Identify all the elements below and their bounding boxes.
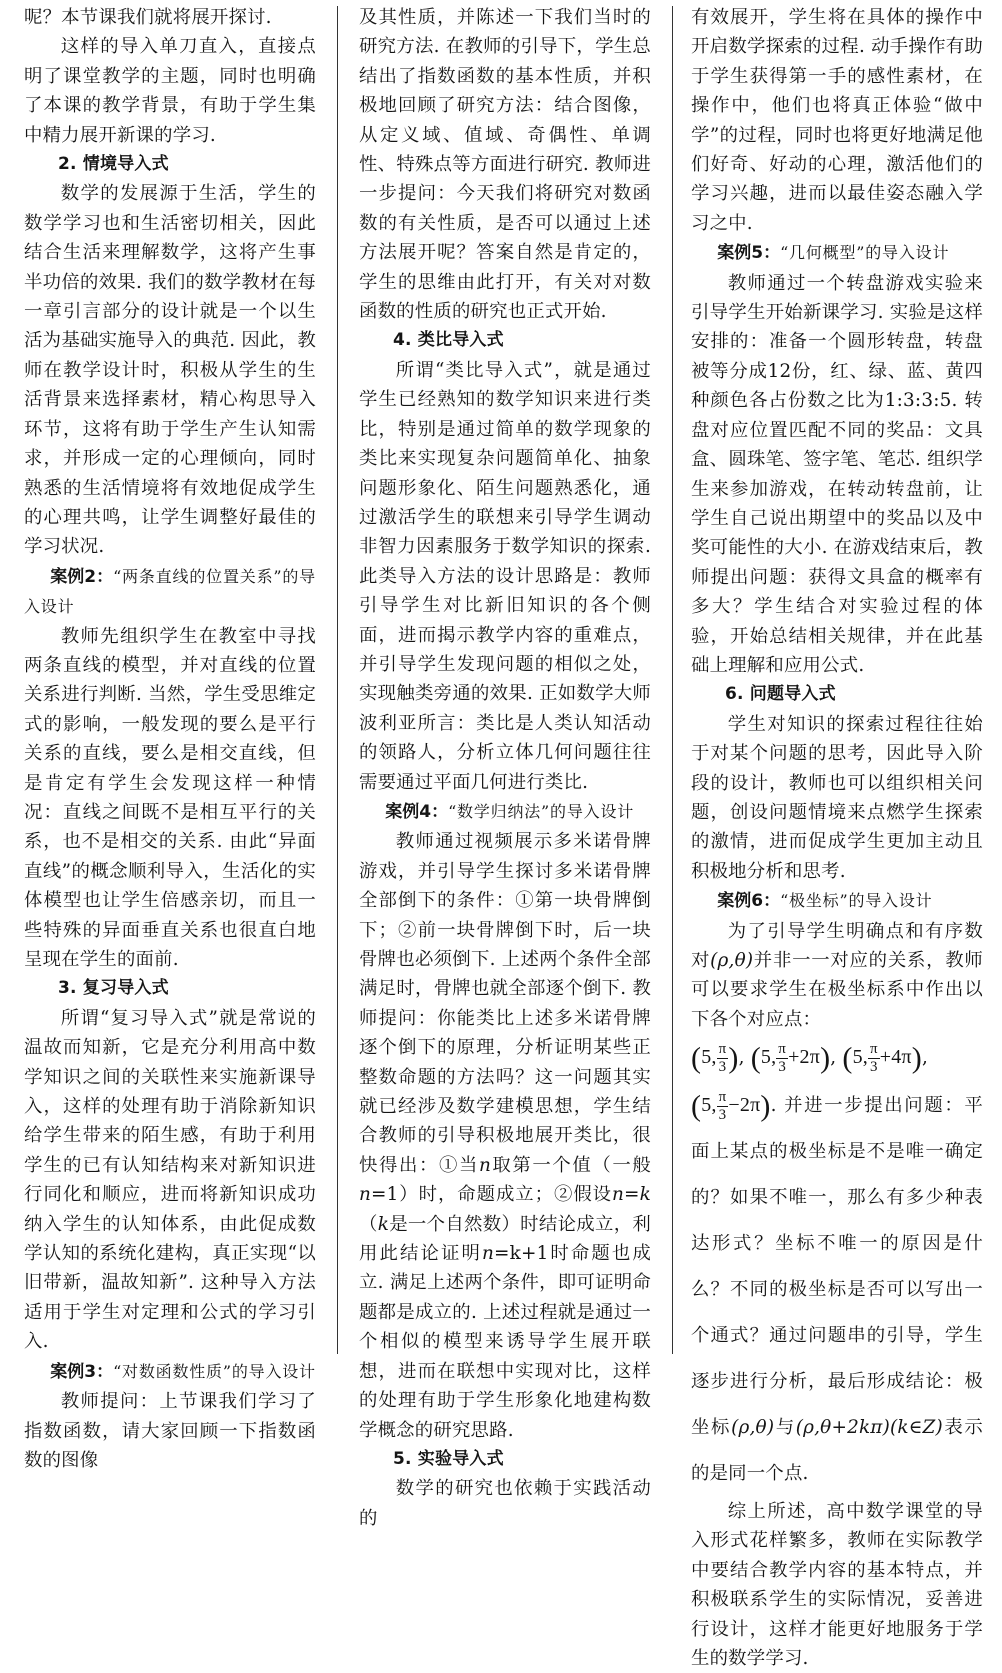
case-heading [359,797,651,827]
text-run: 与 [774,1417,796,1439]
math-variable: k [377,1213,390,1235]
paragraph: 教师提问：上节课我们学习了指数函数，请大家回顾一下指数函数的图像 [24,1391,316,1471]
case-label: 案例2： [50,566,114,587]
math-expression: = [624,1184,640,1206]
point-radius: 5, [701,1093,717,1116]
case-label: 案例6： [717,891,781,912]
text-run: 是一个自然数）时结论成立，利用此结论证明 [359,1213,651,1265]
paragraph: 数学的研究也依赖于实践活动的 [359,1478,651,1529]
section-heading: 5. 实验导入式 [393,1448,504,1469]
text-run: ）时，命题成立；②假设 [398,1184,612,1206]
section-heading: 3. 复习导入式 [58,978,169,999]
point-angle-offset: −2π [728,1093,761,1116]
polar-point: (5, $\frac{\pi}{3}$ +2π) [750,1041,831,1076]
text-run: 取第一个值（一般 [491,1154,651,1176]
fraction-denominator: 3 [778,1059,787,1076]
text-column-left [24,3,316,1471]
text-run: （ [359,1213,378,1235]
section-heading: 6. 问题导入式 [725,684,836,705]
text-run: 时命题也成立. 满足上述两个条件，即可证明命题都是成立的. 上述过程就是通过一个相似的模型来诱导学生展开联想，进而在联想中实现对比，这样的处理有助于学生形象化地建构数学概念的研究思路. [359,1243,651,1441]
paragraph [359,827,651,1445]
math-expression: (ρ,θ) [731,1417,775,1439]
text-run: 为了引导学生明确点和有序数对 [691,920,983,971]
text-column-middle [359,3,651,1529]
case-label: 案例4： [385,801,449,822]
paragraph: 所谓“复习导入式”就是常说的温故而知新，它是充分利用高中数学知识之间的关联性来实施新课导入，这样的处理有助于消除新知识给学生带来的陌生感，有助于利用学生的已有认知结构来对新知识进行同化和顺应，进而将新知识成功纳入学生的认知体系，由此促成数学认知的系统化建构，真正实现“以旧带新，温故知新”. 这种导入方法适用于学生对定理和公式的学习引入. [24,1007,316,1353]
math-expression: =1 [371,1184,399,1206]
case-heading [691,238,983,268]
fraction-numerator: π [718,1041,727,1058]
math-expression: (ρ,θ+2kπ) [795,1417,890,1439]
text-column-right [691,3,984,1670]
column-divider [672,6,673,1354]
paragraph: 所谓“类比导入式”，就是通过学生已经熟知的数学知识来进行类比，特别是通过简单的数学现象的类比来实现复杂问题简单化、抽象问题形象化、陌生问题熟悉化，通过激活学生的联想来引导学生调动非智力因素服务于数学知识的探索. 此类导入方法的设计思路是：教师引导学生对比新旧知识的各个侧面，进而揭示教学内容的重难点，并引导学生发现问题的相似之处，实现触类旁通的效果. 正如数学大师波利亚所言：类比是人类认知活动的领路人，分析立体几何问题往往需要通过平面几何进行类比. [359,359,651,793]
math-variable: n [611,1184,625,1206]
paragraph [691,1082,983,1497]
paragraph: 综上所述，高中数学课堂的导入形式花样繁多，教师在实际教学中要结合教学内容的基本特点，并积极联系学生的实际情况，妥善进行设计，这样才能更好地服务于学生的数学学习. [691,1501,983,1670]
case-title: “几何概型”的导入设计 [780,243,950,263]
math-expression: (ρ,θ) [710,950,754,971]
math-variable: n [359,1184,372,1206]
paragraph: 学生对知识的探索过程往往始于对某个问题的思考，因此导入阶段的设计，教师也可以组织相关问题，创设问题情境来点燃学生探索的激情，进而促成学生更加主动且积极地分析和思考. [691,713,983,882]
text-run: 并非一一对应的关系，教师可以要求学生在极坐标系中作出以下各个对应点： [691,950,984,1030]
polar-point: (5, $\frac{\pi}{3}$ ) [691,1041,739,1076]
fraction-numerator: π [778,1041,787,1058]
fraction [868,1041,880,1076]
fraction-numerator: π [718,1088,727,1105]
math-variable: n [481,1243,495,1265]
fraction-numerator: π [869,1041,878,1058]
paragraph: 及其性质，并陈述一下我们当时的研究方法. 在教师的引导下，学生总结出了指数函数的基本性质，并积极地回顾了研究方法：结合图像，从定义域、值域、奇偶性、单调性、特殊点等方面进行研究. 教师进一步提问：今天我们将研究对数函数的有关性质，是否可以通过上述方法展开呢？答案自然是肯定的，学生的思维由此打开，有关对对数函数的性质的研究也正式开始. [359,7,651,323]
paragraph: 这样的导入单刀直入，直接点明了课堂教学的主题，同时也明确了本课的教学背景，有助于学生集中精力展开新课的学习. [24,36,316,146]
case-title: “数学归纳法”的导入设计 [448,801,635,821]
math-expression: (k∈Z) [889,1417,943,1439]
fraction [717,1089,729,1124]
text-run: . 并进一步提出问题：平面上某点的极坐标是不是唯一确定的？如果不唯一，那么有多少种表达形式？坐标不唯一的原因是什么？不同的极坐标是否可以写出一个通式？通过问题串的引导，学生逐步进行分析，最后形成结论：极坐标 [691,1094,983,1439]
polar-point: (5, $\frac{\pi}{3}$ −2π) [691,1088,771,1123]
case-title: “极坐标”的导入设计 [780,891,933,911]
math-variable: k [639,1184,651,1206]
case-label: 案例5： [717,243,781,264]
fraction-denominator: 3 [718,1059,727,1076]
polar-points-line: (5, $\frac{\pi}{3}$ ), (5, $\frac{\pi}{3}$ +2π), (5, $\frac{\pi}{3}$ +4π), [691,1041,928,1076]
point-radius: 5, [852,1046,868,1069]
paragraph [691,917,983,1035]
text-run: 教师通过视频展示多米诺骨牌游戏，并引导学生探讨多米诺骨牌全部倒下的条件：①第一块骨牌倒下；②前一块骨牌倒下时，后一块骨牌也必须倒下. 上述两个条件全部满足时，骨牌也就全部逐个倒下. 教师提问：你能类比上述多米诺骨牌逐个倒下的原理，分析证明某些正整数命题的方法吗？这一问题其实就已经涉及数学建模思想，学生结合教师的引导积极地展开类比，很快得出：①当 [359,831,651,1176]
fraction [717,1041,729,1076]
paragraph: 教师先组织学生在教室中寻找两条直线的模型，并对直线的位置关系进行判断. 当然，学生受思维定式的影响，一般发现的要么是平行关系的直线，要么是相交直线，但是肯定有学生会发现这样一种情况：直线之间既不是相互平行的关系，也不是相交的关系. 由此“异面直线”的概念顺利导入，生活化的实体模型也让学生倍感亲切，而且一些特殊的异面垂直关系也很直白地呈现在学生的面前. [24,625,316,970]
paragraph: 教师通过一个转盘游戏实验来引导学生开始新课学习. 实验是这样安排的：准备一个圆形转盘，转盘被等分成12份，红、绿、蓝、黄四种颜色各占份数之比为1:3:3:5. 转盘对应位置匹配不同的奖品：文具盒、圆珠笔、签字笔、笔芯. 组织学生来参加游戏，在转动转盘前，让学生自己说出期望中的奖品以及中奖可能性的大小. 在游戏结束后，教师提出问题：获得文具盒的概率有多大？学生结合对实验过程的体验，开始总结相关规律，并在此基础上理解和应用公式. [691,272,983,676]
point-angle-offset: +4π [879,1046,912,1069]
case-title: “对数函数性质”的导入设计 [113,1361,316,1381]
polar-point: (5, $\frac{\pi}{3}$ +4π) [842,1041,922,1076]
case-heading [691,886,983,916]
case-label: 案例3： [50,1361,114,1382]
column-divider [337,6,338,1354]
paragraph: 数学的发展源于生活，学生的数学学习也和生活密切相关，因此结合生活来理解数学，这将产生事半功倍的效果. 我们的数学教材在每一章引言部分的设计就是一个以生活为基础实施导入的典范. 因此，教师在教学设计时，积极从学生的生活背景来选择素材，精心构思导入环节，这将有助于学生产生认知需求，并形成一定的心理倾向，同时熟悉的生活情境将有效地促成学生的心理共鸣，让学生调整好最佳的学习状况. [24,183,316,558]
section-heading: 2. 情境导入式 [58,154,169,175]
case-heading [24,1357,316,1387]
fraction-denominator: 3 [718,1106,727,1123]
section-heading: 4. 类比导入式 [393,330,504,351]
point-radius: 5, [701,1046,717,1069]
math-expression: =k+1 [494,1243,549,1265]
point-angle-offset: +2π [788,1046,821,1069]
fraction [776,1041,788,1076]
paragraph: 有效展开，学生将在具体的操作中开启数学探索的过程. 动手操作有助于学生获得第一手的感性素材，在操作中，他们也将真正体验“做中学”的过程，同时也将更好地满足他们好奇、好动的心理，激活他们的学习兴趣，进而以最佳姿态融入学习之中. [691,7,983,234]
paragraph: 呢？本节课我们就将展开探讨. [24,7,272,28]
fraction-denominator: 3 [870,1059,878,1076]
point-radius: 5, [760,1046,777,1069]
case-title: “两条直线的位置关系”的导入设计 [24,566,316,617]
text-run: 表示的是同一个点. [691,1417,983,1485]
math-variable: n [478,1154,492,1176]
case-heading [24,562,316,622]
